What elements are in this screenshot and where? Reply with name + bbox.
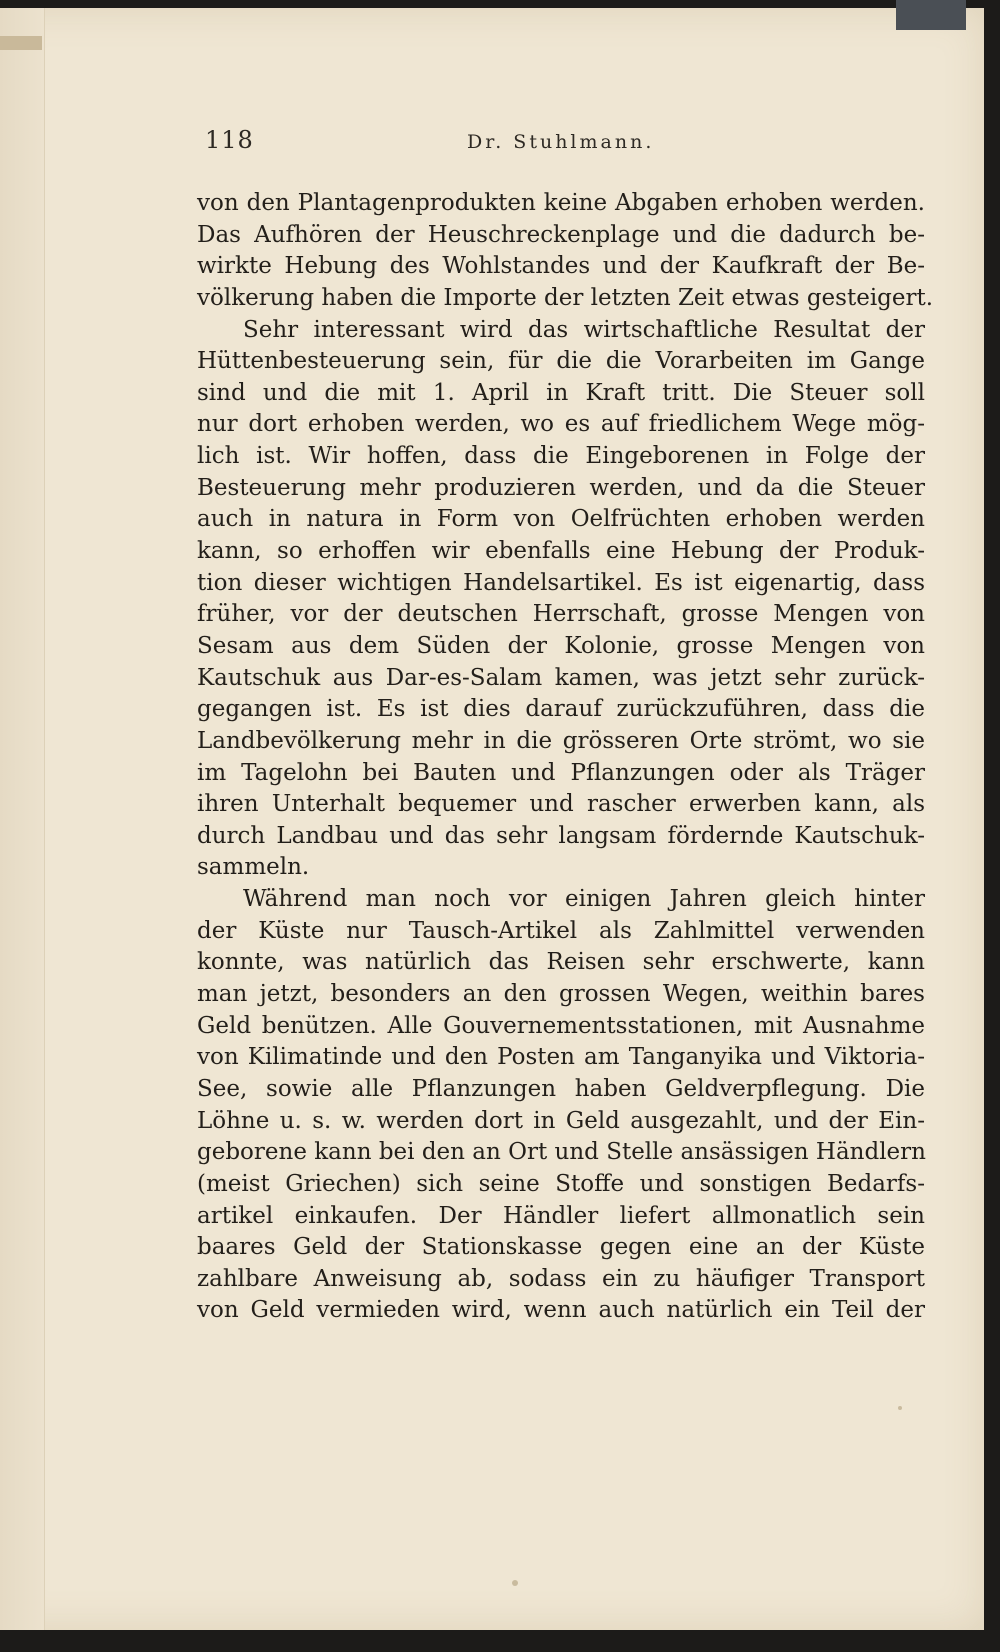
text-line: zahlbare Anweisung ab, sodass ein zu häufiger Transport [197, 1265, 925, 1292]
text-line: man jetzt, besonders an den grossen Wegen, weithin bares [197, 981, 925, 1008]
text-line: (meist Griechen) sich seine Stoffe und sonstigen Bedarfs- [197, 1170, 925, 1197]
text-line: Das Aufhören der Heuschreckenplage und die dadurch be- [197, 221, 925, 248]
text-line: früher, vor der deutschen Herrschaft, grosse Mengen von [197, 601, 925, 628]
text-line: geborene kann bei den an Ort und Stelle ansässigen Händlern [197, 1139, 926, 1166]
paper-speck [512, 1580, 518, 1586]
text-line: Besteuerung mehr produzieren werden, und da die Steuer [197, 474, 925, 501]
text-line: sind und die mit 1. April in Kraft tritt. Die Steuer soll [197, 379, 925, 406]
corner-tab [896, 0, 966, 30]
text-line: auch in natura in Form von Oelfrüchten erhoben werden [197, 506, 925, 533]
text-line: von den Plantagenprodukten keine Abgaben erhoben werden. [197, 190, 925, 216]
paragraph-start-line: Während man noch vor einigen Jahren gleich hinter [243, 886, 925, 913]
text-line: artikel einkaufen. Der Händler liefert allmonatlich sein [197, 1202, 925, 1229]
text-line: Löhne u. s. w. werden dort in Geld ausgezahlt, und der Ein- [197, 1107, 925, 1134]
page-number: 118 [205, 126, 254, 154]
text-line: lich ist. Wir hoffen, dass die Eingeborenen in Folge der [197, 443, 925, 470]
body-text [197, 188, 934, 1327]
text-line: von Kilimatinde und den Posten am Tanganyika und Viktoria- [197, 1044, 925, 1071]
text-line: kann, so erhoffen wir ebenfalls eine Hebung der Produk- [197, 538, 925, 565]
text-line: der Küste nur Tausch-Artikel als Zahlmittel verwenden [197, 917, 925, 944]
text-line: wirkte Hebung des Wohlstandes und der Kaufkraft der Be- [197, 253, 925, 280]
text-line: baares Geld der Stationskasse gegen eine an der Küste [197, 1234, 925, 1261]
text-line: von Geld vermieden wird, wenn auch natürlich ein Teil der [197, 1297, 925, 1324]
text-line: Hüttenbesteuerung sein, für die die Vorarbeiten im Gange [197, 348, 925, 375]
text-line: sammeln. [197, 854, 310, 881]
text-line: See, sowie alle Pflanzungen haben Geldverpflegung. Die [197, 1075, 925, 1102]
text-line: Geld benützen. Alle Gouvernementsstationen, mit Ausnahme [197, 1012, 925, 1039]
paragraph-start-line: Sehr interessant wird das wirtschaftliche Resultat der [243, 316, 925, 343]
text-line: durch Landbau und das sehr langsam fördernde Kautschuk- [197, 822, 925, 849]
text-line: konnte, was natürlich das Reisen sehr erschwerte, kann [197, 949, 925, 976]
text-line: im Tagelohn bei Bauten und Pflanzungen oder als Träger [197, 759, 925, 786]
text-line: ihren Unterhalt bequemer und rascher erwerben kann, als [197, 791, 925, 818]
text-line: völkerung haben die Importe der letzten Zeit etwas gesteigert. [197, 284, 934, 311]
binding-notch [0, 36, 42, 50]
text-line: nur dort erhoben werden, wo es auf friedlichem Wege mög- [197, 411, 925, 438]
running-title: Dr. Stuhlmann. [467, 131, 655, 153]
text-line: tion dieser wichtigen Handelsartikel. Es ist eigenartig, dass [197, 569, 925, 596]
text-line: Kautschuk aus Dar-es-Salam kamen, was jetzt sehr zurück- [197, 664, 925, 691]
paper-speck [898, 1406, 902, 1410]
book-page [0, 8, 984, 1630]
running-head [205, 126, 905, 162]
text-line: gegangen ist. Es ist dies darauf zurückzuführen, dass die [197, 696, 925, 723]
text-line: Landbevölkerung mehr in die grösseren Orte strömt, wo sie [197, 727, 925, 754]
page-left-edge [0, 8, 45, 1630]
text-line: Sesam aus dem Süden der Kolonie, grosse Mengen von [197, 632, 925, 659]
